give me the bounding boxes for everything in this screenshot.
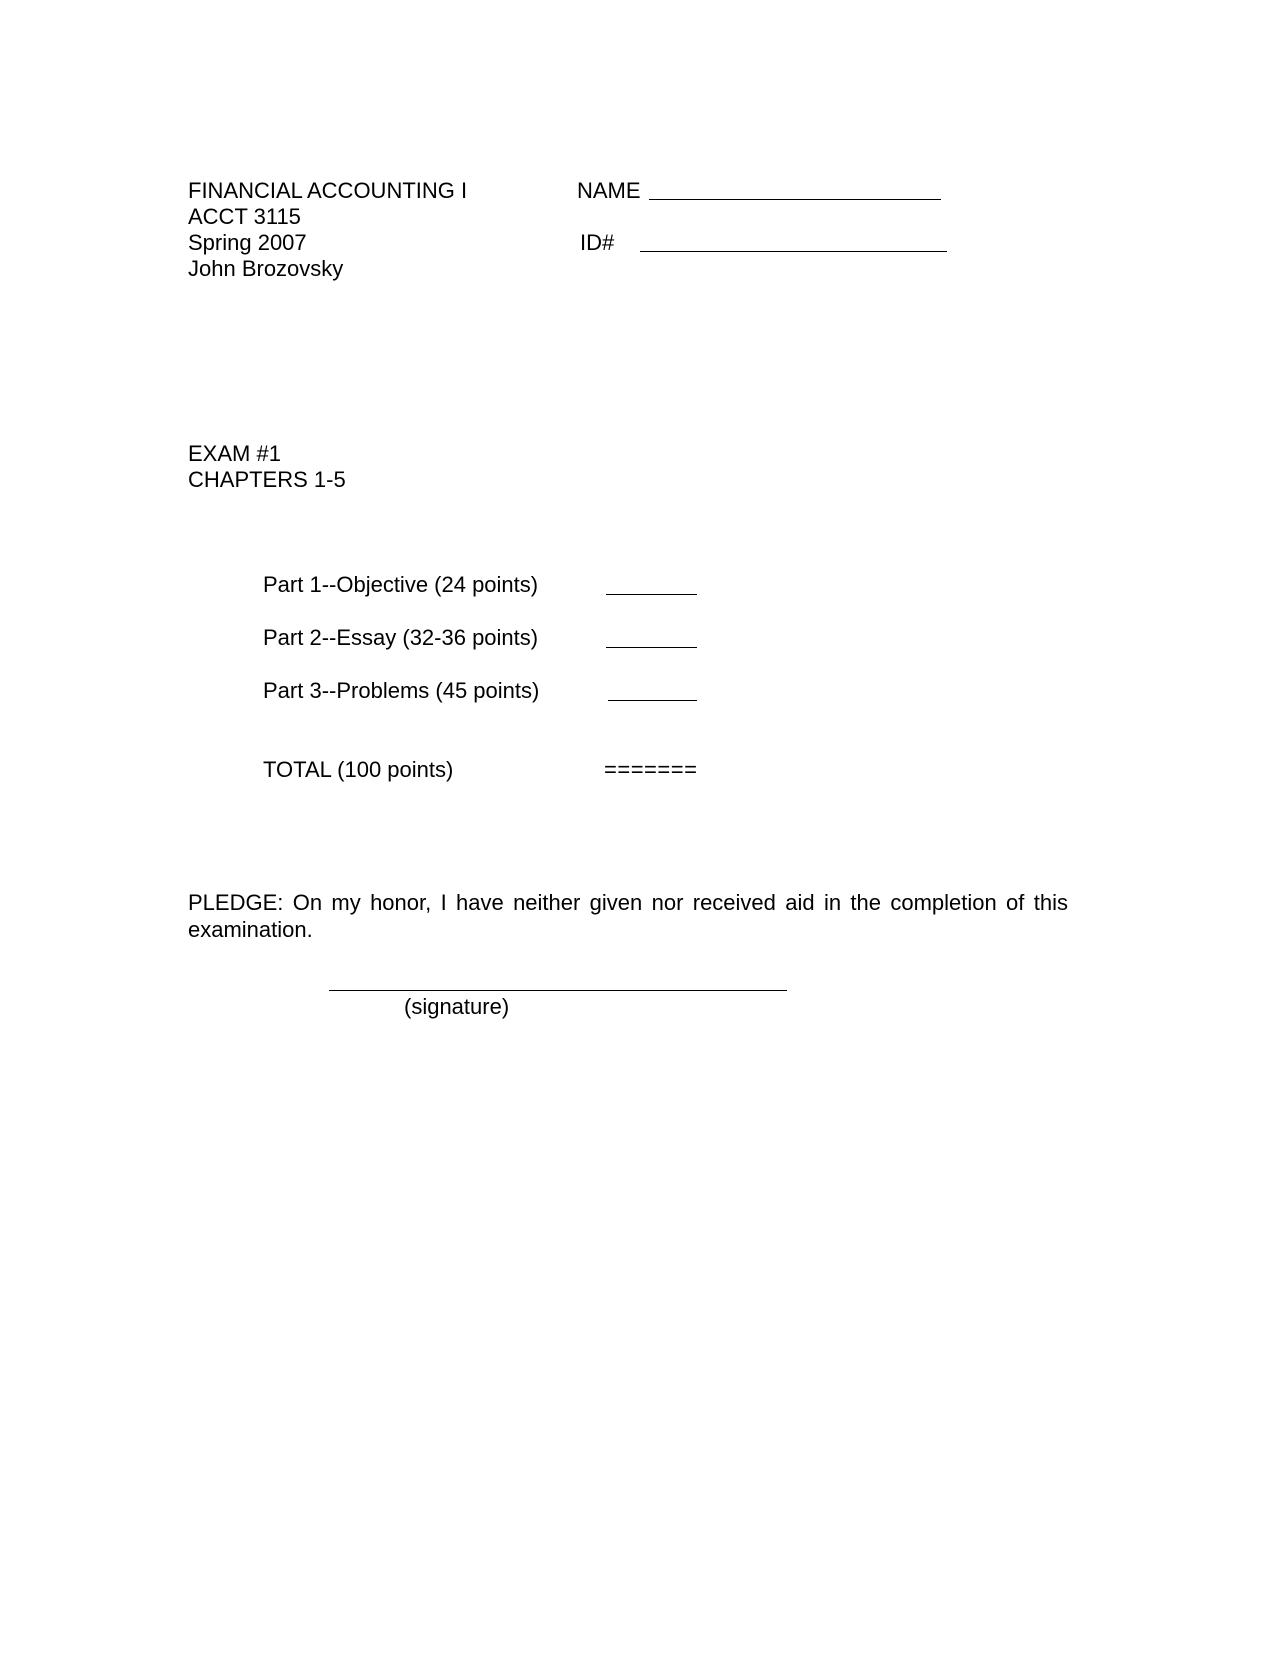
signature-label: (signature) [404,994,510,1019]
total-marker: ======= [604,757,698,782]
id-field-line[interactable] [640,251,947,252]
total-label: TOTAL (100 points) [263,757,454,782]
part-2-label: Part 2--Essay (32-36 points) [263,625,539,650]
instructor: John Brozovsky [188,256,344,281]
course-code: ACCT 3115 [188,204,301,229]
pledge-text: PLEDGE: On my honor, I have neither given nor received aid in the completion of this examination. [188,890,1068,942]
part-2-score-line[interactable] [606,647,697,648]
term: Spring 2007 [188,230,307,255]
signature-line[interactable] [329,990,787,991]
part-3-score-line[interactable] [608,700,697,701]
name-field-line[interactable] [649,199,941,200]
name-label: NAME [577,178,641,203]
id-label: ID# [580,230,615,255]
part-1-score-line[interactable] [606,594,697,595]
course-title: FINANCIAL ACCOUNTING I [188,178,468,203]
exam-chapters: CHAPTERS 1-5 [188,467,346,492]
part-3-label: Part 3--Problems (45 points) [263,678,540,703]
part-1-label: Part 1--Objective (24 points) [263,572,539,597]
exam-title: EXAM #1 [188,441,281,466]
